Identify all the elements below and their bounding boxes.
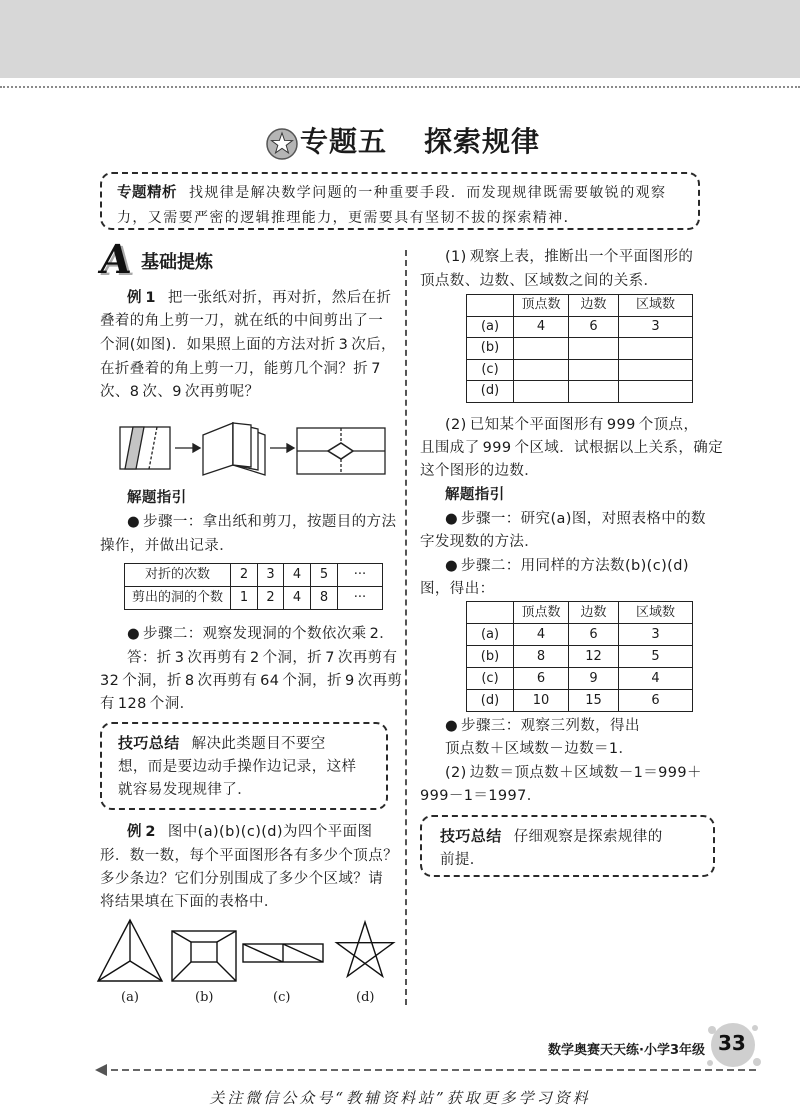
table-cell — [514, 359, 569, 381]
unfolded-paper-with-hole-figure — [297, 428, 385, 474]
page-title-subject: 探索规律 — [424, 125, 541, 158]
table-cell — [514, 338, 569, 360]
table-corner-cell — [467, 602, 514, 624]
column-header: 顶点数 — [514, 295, 569, 317]
example2-label: 例 2 — [127, 824, 156, 840]
table-header-row — [467, 295, 693, 317]
example1-line: 次、8 次、9 次再剪呢？ — [100, 384, 260, 400]
step-line: ● 步骤三：观察三列数，得出 — [445, 718, 640, 734]
table-cell: 1 — [231, 587, 258, 610]
tip-label: 技巧总结 — [118, 734, 180, 752]
step-line: 字发现数的方法． — [420, 534, 540, 550]
column-header: 边数 — [569, 295, 619, 317]
row-label: (b) — [467, 338, 514, 360]
figure-label-d: (d) — [356, 990, 375, 1005]
table-row — [467, 338, 693, 360]
tip-line — [118, 733, 326, 754]
table-cell: 8 — [514, 646, 569, 668]
header-dotted-rule — [0, 86, 800, 88]
table-cell: 3 — [619, 624, 693, 646]
table-header-row — [467, 602, 693, 624]
column-header: 区域数 — [619, 602, 693, 624]
question-line: 且围成了 999 个区域．试根据以上关系，确定 — [420, 440, 724, 456]
blank-count-table — [466, 294, 693, 403]
table-cell — [619, 359, 693, 381]
row-label: (a) — [467, 624, 514, 646]
example2-line: 形．数一数，每个平面图形各有多少个顶点？ — [100, 848, 398, 864]
step-line: ● 步骤一：研究(a)图，对照表格中的数 — [445, 511, 706, 527]
table-row — [467, 359, 693, 381]
answer-line: 有 128 个洞． — [100, 696, 195, 712]
row-label: (b) — [467, 646, 514, 668]
row-label: 对折的次数 — [125, 564, 231, 587]
figure-label-a: (a) — [121, 990, 139, 1005]
example1-text: 把一张纸对折，再对折，然后在折 — [167, 290, 392, 306]
step-line: 操作，并做出记录． — [100, 538, 235, 554]
step-line: ● 步骤一：拿出纸和剪刀，按题目的方法 — [127, 514, 397, 530]
table-cell: 5 — [619, 646, 693, 668]
table-cell: 6 — [569, 316, 619, 338]
answer-line: 32 个洞，折 8 次再剪有 64 个洞，折 9 次再剪 — [100, 673, 403, 689]
column-header: 顶点数 — [514, 602, 569, 624]
table-cell — [619, 338, 693, 360]
table-corner-cell — [467, 295, 514, 317]
table-cell: 10 — [514, 690, 569, 712]
example1-line: 个洞(如图)．如果照上面的方法对折 3 次后， — [100, 337, 396, 353]
solution-line: (2) 边数＝顶点数＋区域数－1＝999＋ — [445, 765, 702, 781]
table-cell — [569, 338, 619, 360]
table-cell: 3 — [619, 316, 693, 338]
table-cell: 9 — [569, 668, 619, 690]
table-cell: 5 — [311, 564, 338, 587]
formula-line: 顶点数＋区域数－边数＝1． — [445, 741, 634, 757]
table-row — [467, 668, 693, 690]
example2-text: 图中(a)(b)(c)(d)为四个平面图 — [167, 824, 373, 840]
table-cell: 2 — [231, 564, 258, 587]
arrow-icon — [175, 444, 200, 452]
table-cell — [619, 381, 693, 403]
figure-label-c: (c) — [273, 990, 291, 1005]
step-line: ● 步骤二：观察发现洞的个数依次乘 2． — [127, 626, 395, 642]
column-header: 边数 — [569, 602, 619, 624]
column-divider — [405, 250, 407, 1005]
guide-title: 解题指引 — [445, 487, 505, 503]
example1-line: 在折叠着的角上剪一刀，能剪几个洞？折 7 — [100, 361, 381, 377]
question-line: (1) 观察上表，推断出一个平面图形的 — [445, 249, 694, 265]
question-line: 顶点数、边数、区域数之间的关系． — [420, 273, 659, 289]
figure-a-triangle — [98, 920, 162, 981]
table-cell: 6 — [619, 690, 693, 712]
example2-line: 多少条边？它们分别围成了多少个区域？请 — [100, 871, 384, 887]
star-icon — [265, 127, 299, 161]
table-cell: 4 — [284, 564, 311, 587]
row-label: (c) — [467, 668, 514, 690]
table-cell: ··· — [338, 564, 383, 587]
table-cell: 2 — [258, 587, 284, 610]
question-line: (2) 已知某个平面图形有 999 个顶点， — [445, 417, 699, 433]
table-row — [125, 564, 383, 587]
table-cell: 8 — [311, 587, 338, 610]
column-header: 区域数 — [619, 295, 693, 317]
tip-line: 前提． — [440, 852, 485, 868]
section-title: 基础提炼 — [141, 252, 213, 273]
row-label: 剪出的洞的个数 — [125, 587, 231, 610]
table-cell — [569, 359, 619, 381]
paper-folding-diagram — [115, 415, 395, 480]
table-row — [467, 381, 693, 403]
row-label: (a) — [467, 316, 514, 338]
page-number: 33 — [718, 1031, 746, 1055]
intro-text: 找规律是解决数学问题的一种重要手段．而发现规律既需要敏锐的观察 — [189, 185, 667, 201]
figure-d-pentagram — [337, 922, 394, 976]
filled-count-table — [466, 601, 693, 712]
table-cell: ··· — [338, 587, 383, 610]
promo-text: 关注微信公众号“教辅资料站”获取更多学习资料 — [209, 1089, 591, 1107]
question-line: 这个图形的边数． — [420, 463, 540, 479]
tip-line: 想，而是要边动手操作边记录，这样 — [118, 759, 357, 775]
table-cell — [514, 381, 569, 403]
table-row — [467, 624, 693, 646]
row-label: (d) — [467, 690, 514, 712]
tip-text: 仔细观察是探索规律的 — [513, 829, 663, 845]
table-cell: 4 — [514, 624, 569, 646]
plane-figures — [95, 915, 400, 987]
tip-line — [440, 826, 663, 847]
guide-title: 解题指引 — [127, 490, 187, 506]
table-cell: 12 — [569, 646, 619, 668]
step-line: ● 步骤二：用同样的方法数(b)(c)(d) — [445, 558, 689, 574]
tip-label: 技巧总结 — [440, 827, 502, 845]
figure-c-divided-rectangle — [243, 944, 323, 962]
table-cell: 4 — [514, 316, 569, 338]
solution-line: 999－1＝1997． — [420, 788, 542, 804]
intro-line: 力，又需要严密的逻辑推理能力，更需要具有坚韧不拔的探索精神． — [117, 210, 579, 226]
table-cell: 6 — [569, 624, 619, 646]
header-band — [0, 0, 800, 78]
table-row — [467, 316, 693, 338]
fold-count-table — [124, 563, 383, 610]
figure-label-b: (b) — [195, 990, 214, 1005]
table-cell: 3 — [258, 564, 284, 587]
book-title: 数学奥赛天天练·小学3年级 — [548, 1043, 705, 1058]
answer-line: 答：折 3 次再剪有 2 个洞，折 7 次再剪有 — [127, 650, 398, 666]
folded-booklet-figure — [203, 423, 265, 475]
tip-text: 解决此类题目不要空 — [191, 736, 326, 752]
example1-label: 例 1 — [127, 290, 156, 306]
intro-line — [117, 183, 666, 203]
intro-label: 专题精析 — [117, 185, 177, 201]
table-row — [125, 587, 383, 610]
table-row — [467, 646, 693, 668]
arrow-icon — [270, 444, 294, 452]
row-label: (d) — [467, 381, 514, 403]
table-cell: 4 — [284, 587, 311, 610]
tip-line: 就容易发现规律了． — [118, 782, 253, 798]
example2-line: 将结果填在下面的表格中． — [100, 894, 279, 910]
footer-dashed-arrow — [95, 1064, 760, 1076]
table-row — [467, 690, 693, 712]
table-cell: 15 — [569, 690, 619, 712]
table-cell: 6 — [514, 668, 569, 690]
example1-line — [127, 288, 391, 308]
step-line: 图，得出： — [420, 581, 495, 597]
section-badge-icon: A — [96, 236, 135, 283]
example2-line — [127, 822, 372, 842]
example1-line: 叠着的角上剪一刀，就在纸的中间剪出了一 — [100, 313, 384, 329]
flat-paper-figure — [120, 427, 170, 469]
table-cell: 4 — [619, 668, 693, 690]
row-label: (c) — [467, 359, 514, 381]
table-cell — [569, 381, 619, 403]
page-title-topic: 专题五 — [300, 125, 388, 158]
figure-b-nested-squares — [172, 931, 236, 981]
